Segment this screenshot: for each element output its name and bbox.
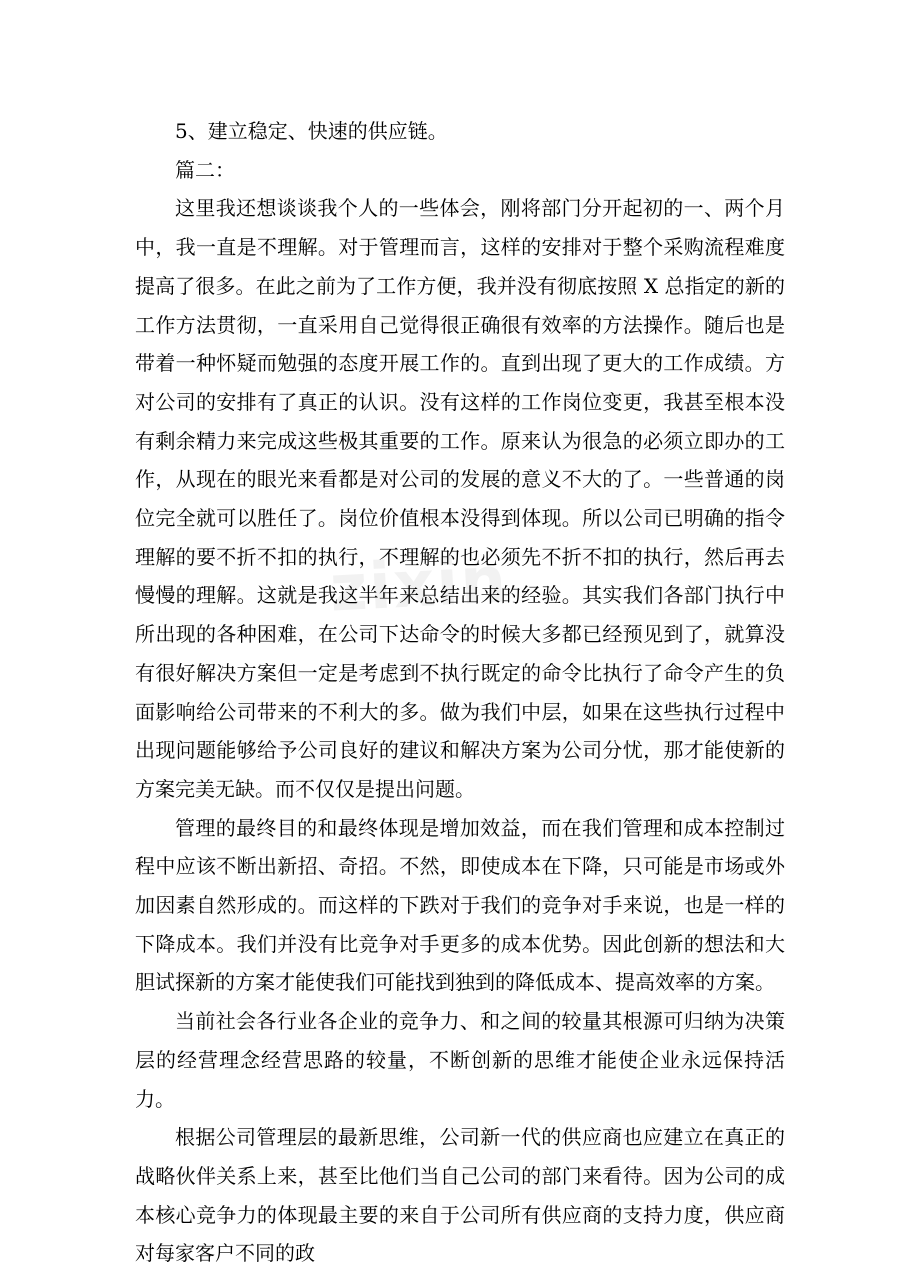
section-heading: 篇二： xyxy=(175,157,235,182)
body-paragraph: 当前社会各行业各企业的竞争力、和之间的较量其根源可归纳为决策层的经营理念经营思路的较量，不断创新的思维才能使企业永远保持活力。 xyxy=(135,1009,785,1111)
document-body xyxy=(135,112,785,1273)
body-paragraph: 管理的最终目的和最终体现是增加效益，而在我们管理和成本控制过程中应该不断出新招、奇招。不然，即使成本在下降，只可能是市场或外加因素自然形成的。而这样的下跌对于我们的竞争对手来说，也是一样的下降成本。我们并没有比竞争对手更多的成本优势。因此创新的想法和大胆试探新的方案才能使我们可能找到独到的降低成本、提高效率的方案。 xyxy=(135,815,785,995)
list-item-supply-chain: 5、建立稳定、快速的供应链。 xyxy=(175,119,448,143)
body-paragraph: 根据公司管理层的最新思维，公司新一代的供应商也应建立在真正的战略伙伴关系上来，甚至比他们当自己公司的部门来看待。因为公司的成本核心竞争力的体现最主要的来自于公司所有供应商的支持力度，供应商对每家客户不同的政 xyxy=(135,1125,785,1266)
body-paragraph: 这里我还想谈谈我个人的一些体会，刚将部门分开起初的一、两个月中，我一直是不理解。对于管理而言，这样的安排对于整个采购流程难度提高了很多。在此之前为了工作方便，我并没有彻底按照 X 总指定的新的工作方法贯彻，一直采用自己觉得很正确很有效率的方法操作。随后也是带着一种怀疑而勉强的态度开展工作的。直到出现了更大的工作成绩。方对公司的安排有了真正的认识。没有这样的工作岗位变更，我甚至根本没有剩余精力来完成这些极其重要的工作。原来认为很急的必须立即办的工作，从现在的眼光来看都是对公司的发展的意义不大的了。一些普通的岗位完全就可以胜任了。岗位价值根本没得到体现。所以公司已明确的指令理解的要不折不扣的执行，不理解的也必须先不折不扣的执行，然后再去慢慢的理解。这就是我这半年来总结出来的经验。其实我们各部门执行中所出现的各种困难，在公司下达命令的时候大多都已经预见到了，就算没有很好解决方案但一定是考虑到不执行既定的命令比执行了命令产生的负面影响给公司带来的不利大的多。做为我们中层，如果在这些执行过程中出现问题能够给予公司良好的建议和解决方案为公司分忧，那才能使新的方案完美无缺。而不仅仅是提出问题。 xyxy=(135,196,785,801)
watermark: zixin xyxy=(328,543,510,627)
